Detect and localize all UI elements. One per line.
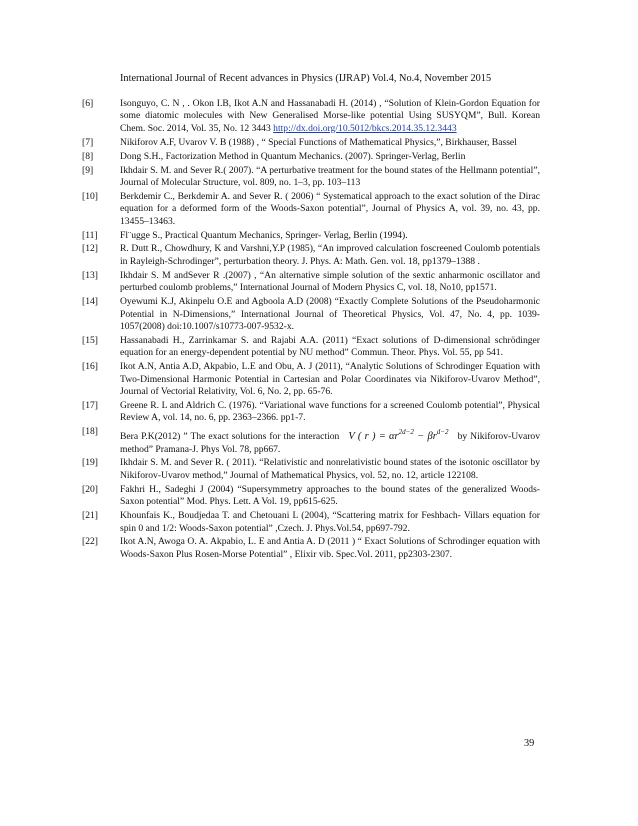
reference-item-21 <box>82 510 540 535</box>
reference-number: [22] <box>82 536 98 548</box>
reference-item-17 <box>82 400 540 425</box>
reference-number: [10] <box>82 190 98 202</box>
reference-text: Ikot A.N, Antia A.D, Akpabio, L.E and Obu, A. J (2011), “Analytic Solutions of Schrodinger Equation with Two-Dimensional Harmonic Potential in Cartesian and Polar Coordinates via Nikiforov-Uvarov Method”, Journal of Vectorial Relativity, Vol. 6, No. 2, pp. 65-76. <box>120 361 540 397</box>
reference-number: [12] <box>82 243 98 255</box>
reference-text <box>120 98 540 135</box>
reference-text: Ikot A.N, Awoga O. A. Akpabio, L. E and Antia A. D (2011 ) “ Exact Solutions of Schrodinger equation with Woods-Saxon Plus Rosen-Morse Potential” , Elixir vib. Spec.Vol. 2011, pp2303-2307. <box>120 536 540 560</box>
reference-number: [20] <box>82 483 98 495</box>
reference-text: Ikhdair S. M. and Sever R.( 2007). “A perturbative treatment for the bound states of the Hellmann potential”, Journal of Molecular Structure, vol. 809, no. 1–3, pp. 103–113 <box>120 164 540 188</box>
reference-item-13 <box>82 270 540 295</box>
reference-item-20 <box>82 484 540 509</box>
reference-item-15 <box>82 335 540 360</box>
reference-text: Greene R. L and Aldrich C. (1976). “Variational wave functions for a screened Coulomb potential”, Physical Review A, vol. 14, no. 6, pp. 2363–2366. pp1-7. <box>120 399 540 424</box>
reference-number: [17] <box>82 399 98 411</box>
reference-item-22 <box>82 536 540 561</box>
reference-number: [15] <box>82 334 98 346</box>
reference-text: Ikhdair S. M. and Sever R. ( 2011). “Relativistic and nonrelativistic bound states of the isotonic oscillator by Nikiforov-Uvarov method,” Journal of Mathematical Physics, vol. 52, no. 12, article 122108. <box>120 457 540 481</box>
reference-citation-start: Bera P.K(2012) ” The exact solutions for the interaction <box>120 431 340 443</box>
reference-text: Nikiforov A.F, Uvarov V. B (1988) , “ Special Functions of Mathematical Physics,”, Birkhauser, Bassel <box>120 136 517 148</box>
formula-lhs: V ( r ) = αr <box>348 431 399 443</box>
reference-item-7 <box>82 137 540 149</box>
formula-exponent-2: d−2 <box>436 428 449 437</box>
reference-item-10 <box>82 191 540 228</box>
reference-item-6 <box>82 98 540 135</box>
reference-text: Oyewumi K.J, Akinpelu O.E and Agboola A.D (2008) “Exactly Complete Solutions of the Pseudoharmonic Potential in N-Dimensions,” International Journal of Theoretical Physics, Vol. 47, No. 4, pp. 1039-1057(2008) doi:10.1007/s10773-007-9532-x. <box>120 296 540 332</box>
reference-number: [13] <box>82 269 98 281</box>
reference-number: [6] <box>82 98 94 109</box>
reference-number: [7] <box>82 136 94 148</box>
reference-item-16 <box>82 361 540 398</box>
reference-text: Hassanabadi H., Zarrinkamar S. and Rajabi A.A. (2011) “Exact solutions of D-dimensional schrödinger equation for an energy-dependent potential by NU method” Commun. Theor. Phys. Vol. 55, pp 541. <box>120 334 540 359</box>
reference-citation-end: by Nikiforov-Uvarov method” Pramana-J. Phys Vol. 78, pp667. <box>120 431 540 455</box>
reference-text: Berkdemir C., Berkdemir A. and Sever R. ( 2006) “ Systematical approach to the exact solution of the Dirac equation for a deformed form of the Woods-Saxon potential”, Journal of Physics A, vol. 39, no. 43, pp. 13455–13463. <box>120 190 540 227</box>
reference-number: [16] <box>82 361 98 373</box>
reference-list <box>82 98 540 563</box>
reference-text: R. Dutt R., Chowdhury, K and Varshni,Y.P (1985), “An improved calculation foscreened Coulomb potentials in Rayleigh-Schrodinger”, perturbation theory. J. Phys. A: Math. Gen. vol. 18, pp1379–1388 . <box>120 243 540 267</box>
reference-citation: Isonguyo, C. N , . Okon I.B, Ikot A.N and Hassanabadi H. (2014) , “Solution of Klein-Gordon Equation for some diatomic molecules with New Generalised Morse-like potential Using SUSYQM”, Bull. Korean Chem. Soc. 2014, Vol. 35, No. 12 3443 <box>120 98 540 134</box>
reference-number: [11] <box>82 229 98 241</box>
reference-number: [19] <box>82 457 98 469</box>
reference-number: [9] <box>82 164 94 176</box>
reference-text: Fl¨ugge S., Practical Quantum Mechanics, Springer- Verlag, Berlin (1994). <box>120 229 408 241</box>
formula-middle: − βr <box>413 431 437 443</box>
reference-number: [21] <box>82 510 98 522</box>
reference-item-12 <box>82 243 540 268</box>
journal-running-header: International Journal of Recent advances in Physics (IJRAP) Vol.4, No.4, November 2015 <box>120 73 492 84</box>
reference-text: Fakhri H., Sadeghi J (2004) “Supersymmetry approaches to the bound states of the generalized Woods-Saxon potential” Mod. Phys. Lett. A Vol. 19, pp615-625. <box>120 483 540 508</box>
reference-text: Ikhdair S. M andSever R .(2007) , “An alternative simple solution of the sextic anharmonic oscillator and perturbed coulomb problems,” International Journal of Modern Physics C, vol. 18, No10, pp1571. <box>120 269 540 294</box>
reference-item-9 <box>82 165 540 190</box>
reference-number: [18] <box>82 426 98 438</box>
potential-formula <box>342 428 454 443</box>
reference-item-8 <box>82 151 540 163</box>
reference-text: Khounfais K., Boudjedaa T. and Chetouani L (2004), “Scattering matrix for Feshbach- Villars equation for spin 0 and 1/2: Woods-Saxon potential” ,Czech. J. Phys.Vol.54, pp697-792. <box>120 510 540 534</box>
reference-text <box>120 426 540 456</box>
page-number: 39 <box>524 738 535 749</box>
reference-number: [14] <box>82 296 98 308</box>
reference-text: Dong S.H., Factorization Method in Quantum Mechanics. (2007). Springer-Verlag, Berlin <box>120 150 466 162</box>
formula-exponent-1: 2d−2 <box>398 428 414 437</box>
reference-item-18 <box>82 426 540 456</box>
reference-number: [8] <box>82 150 94 162</box>
reference-item-19 <box>82 457 540 482</box>
doi-link[interactable]: http://dx.doi.org/10.5012/bkcs.2014.35.12.3443 <box>273 122 457 134</box>
reference-item-11 <box>82 230 540 242</box>
reference-item-14 <box>82 296 540 333</box>
